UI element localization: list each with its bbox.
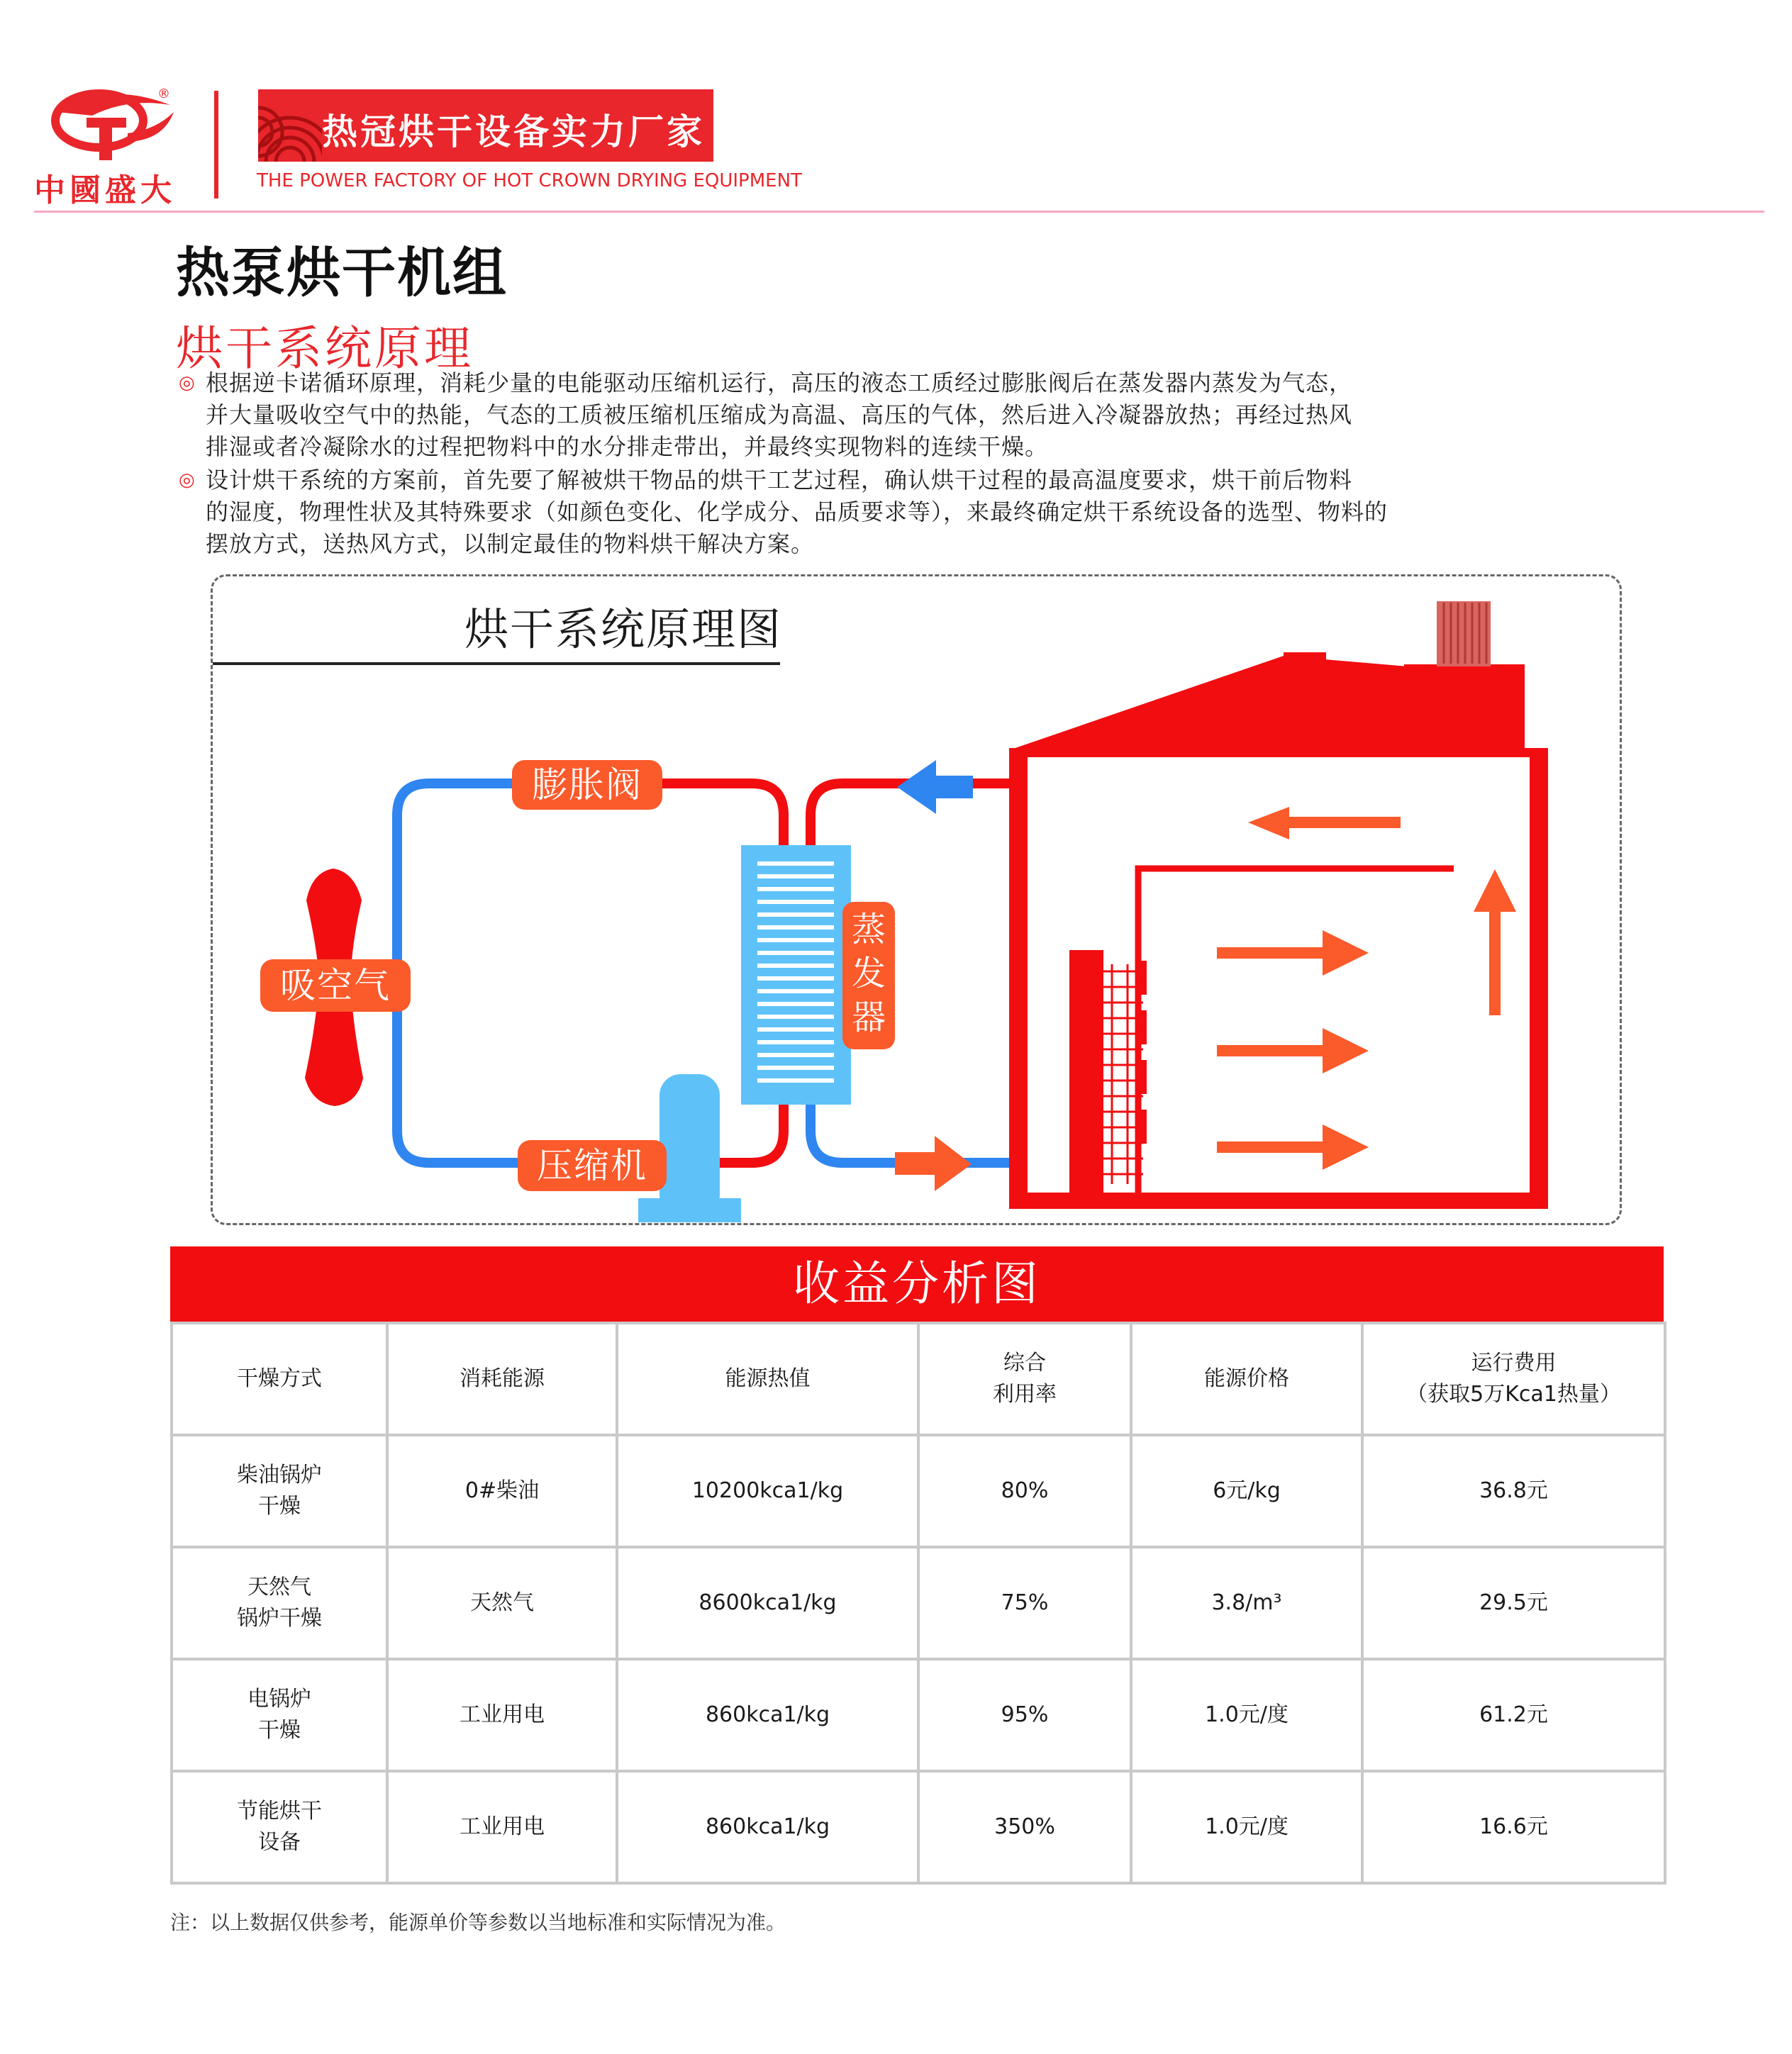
paragraph-line: 根据逆卡诺循环原理，消耗少量的电能驱动压缩机运行，高压的液态工质经过膨胀阀后在蒸发器内蒸发为气态， xyxy=(206,369,1353,396)
table-header-row xyxy=(172,1323,1665,1435)
table-cell: 860kca1/kg xyxy=(617,1771,918,1883)
evaporator-label-char: 蒸 xyxy=(851,910,886,949)
paragraph-line: 设计烘干系统的方案前，首先要了解被烘干物品的烘干工艺过程，确认烘干过程的最高温度要求，烘干前后物料 xyxy=(206,467,1353,493)
table-cell: 工业用电 xyxy=(387,1771,617,1883)
table-row xyxy=(172,1771,1665,1883)
table-cell: 75% xyxy=(918,1547,1131,1659)
evaporator-label xyxy=(842,902,895,1049)
evaporator-icon xyxy=(741,845,851,1105)
paragraph-line: 并大量吸收空气中的热能，气态的工质被压缩机压缩成为高温、高压的气体，然后进入冷凝器放热；再经过热风 xyxy=(206,401,1353,428)
revenue-title: 收益分析图 xyxy=(793,1256,1041,1311)
bullet-icon: ◎ xyxy=(179,469,196,491)
table-cell: 0#柴油 xyxy=(387,1435,617,1547)
table-cell: 61.2元 xyxy=(1362,1659,1665,1771)
table-cell: 29.5元 xyxy=(1362,1547,1665,1659)
table-cell: 6元/kg xyxy=(1131,1435,1362,1547)
paragraph-line: 的湿度，物理性状及其特殊要求（如颜色变化、化学成分、品质要求等），来最终确定烘干系统设备的选型、物料的 xyxy=(206,498,1388,525)
table-header-cell: 综合 利用率 xyxy=(918,1323,1131,1435)
compressor-label: 压缩机 xyxy=(518,1140,667,1191)
table-row xyxy=(172,1547,1665,1659)
revenue-table xyxy=(170,1322,1666,1885)
red-pipe-valve xyxy=(652,783,784,847)
table-cell: 860kca1/kg xyxy=(617,1659,918,1771)
blue-flow-arrow-icon xyxy=(897,760,973,814)
paragraph-line: 摆放方式，送热风方式，以制定最佳的物料烘干解决方案。 xyxy=(206,530,815,557)
red-pipe-compressor xyxy=(716,1103,784,1163)
diagram-title: 烘干系统原理图 xyxy=(464,603,783,655)
table-cell: 95% xyxy=(918,1659,1131,1771)
table-header-cell: 运行费用 （获取5万Kca1热量） xyxy=(1362,1323,1665,1435)
table-cell: 柴油锅炉 干燥 xyxy=(172,1435,387,1547)
table-cell: 工业用电 xyxy=(387,1659,617,1771)
footnote: 注：以上数据仅供参考，能源单价等参数以当地标准和实际情况为准。 xyxy=(170,1911,786,1934)
registered-mark: ® xyxy=(157,86,170,101)
brand-name: 中國盛大 xyxy=(34,172,176,208)
expansion-valve-label: 膨胀阀 xyxy=(512,760,662,810)
compressor-icon xyxy=(660,1074,720,1216)
table-cell: 节能烘干 设备 xyxy=(172,1771,387,1883)
bullet-icon: ◎ xyxy=(179,372,196,394)
table-row xyxy=(172,1435,1665,1547)
table-cell: 1.0元/度 xyxy=(1131,1659,1362,1771)
banner-title: 热冠烘干设备实力厂家 xyxy=(322,111,705,152)
evaporator-label-char: 发 xyxy=(851,954,886,993)
table-cell: 天然气 锅炉干燥 xyxy=(172,1547,387,1659)
table-cell: 8600kca1/kg xyxy=(617,1547,918,1659)
evaporator-label-char: 器 xyxy=(851,998,886,1037)
table-row xyxy=(172,1659,1665,1771)
table-cell: 1.0元/度 xyxy=(1131,1771,1362,1883)
table-header-cell: 干燥方式 xyxy=(172,1323,387,1435)
orange-flow-arrow-icon xyxy=(895,1136,972,1191)
page-title: 热泵烘干机组 xyxy=(176,241,508,304)
table-header-cell: 能源价格 xyxy=(1131,1323,1362,1435)
drying-room-icon xyxy=(1009,601,1548,1209)
table-cell: 36.8元 xyxy=(1362,1435,1665,1547)
paragraph-line: 排湿或者冷凝除水的过程把物料中的水分排走带出，并最终实现物料的连续干燥。 xyxy=(206,433,1049,460)
table-cell: 10200kca1/kg xyxy=(617,1435,918,1547)
table-cell: 电锅炉 干燥 xyxy=(172,1659,387,1771)
blue-pipe-left xyxy=(397,783,525,1163)
air-intake-label: 吸空气 xyxy=(260,959,411,1012)
section-title: 烘干系统原理 xyxy=(176,321,474,376)
table-cell: 80% xyxy=(918,1435,1131,1547)
table-cell: 天然气 xyxy=(387,1547,617,1659)
table-cell: 16.6元 xyxy=(1362,1771,1665,1883)
table-cell: 3.8/m³ xyxy=(1131,1547,1362,1659)
table-header-cell: 能源热值 xyxy=(617,1323,918,1435)
table-cell: 350% xyxy=(918,1771,1131,1883)
revenue-title-bar xyxy=(170,1246,1664,1322)
banner-subtitle: THE POWER FACTORY OF HOT CROWN DRYING EQUIPMENT xyxy=(257,170,802,191)
table-header-cell: 消耗能源 xyxy=(387,1323,617,1435)
